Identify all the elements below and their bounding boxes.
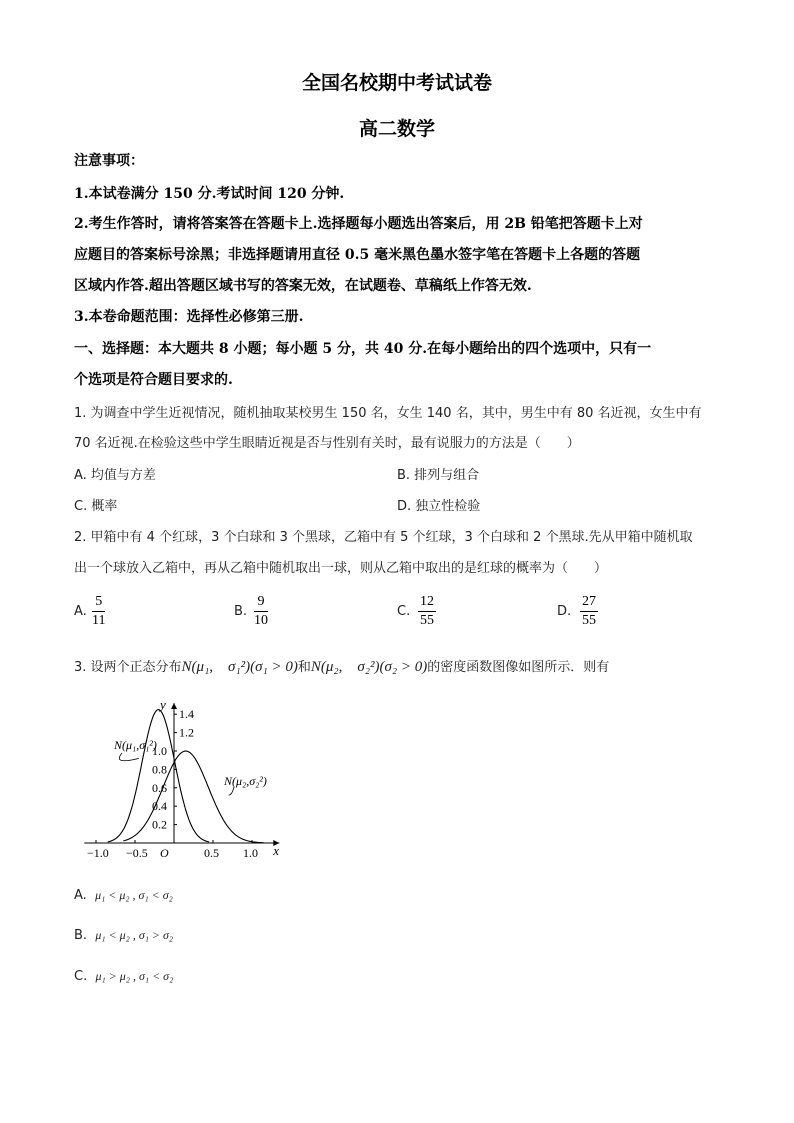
y-axis-label: y bbox=[160, 697, 166, 712]
exam-subtitle: 高二数学 bbox=[358, 118, 435, 140]
y-tick-label: 1.4 bbox=[179, 707, 194, 722]
section-heading-a: 一、选择题：本大题共 8 小题；每小题 5 分，共 40 分.在每小题给出的四个选项中，只有一 bbox=[74, 341, 652, 357]
q2-option-a-denominator: 11 bbox=[92, 613, 106, 628]
x-tick-label: −0.5 bbox=[126, 846, 148, 860]
q2-option-d-fraction bbox=[580, 594, 598, 629]
q1-option-b: B. 排列与组合 bbox=[397, 468, 480, 483]
x-axis-label: x bbox=[273, 843, 280, 858]
normal-density-figure bbox=[72, 695, 302, 865]
q3-stem-prefix: 3. 设两个正态分布 bbox=[74, 660, 182, 675]
q2-option-b-denominator: 10 bbox=[254, 613, 268, 628]
q3-dist-2: N(μ₂, σ₂²)(σ₂ > 0) bbox=[310, 659, 428, 675]
q3-option-b-label: B. bbox=[74, 928, 88, 943]
y-axis-arrow bbox=[171, 703, 177, 709]
q2-option-d-denominator: 55 bbox=[582, 613, 596, 628]
q3-stem-and: 和 bbox=[297, 660, 311, 675]
q3-option-a-expr: μ₁ < μ₂ , σ₁ < σ₂ bbox=[95, 888, 173, 902]
chart-labels bbox=[87, 697, 279, 860]
y-tick-label: 1.2 bbox=[179, 725, 194, 740]
notes-line-2a: 2.考生作答时，请将答案答在答题卡上.选择题每小题选出答案后，用 2B 铅笔把答题卡上对 bbox=[74, 216, 643, 232]
q2-option-a-numerator: 5 bbox=[92, 594, 105, 612]
q1-stem-a: 1. 为调查中学生近视情况，随机抽取某校男生 150 名，女生 140 名，其中，男生中有 80 名近视，女生中有 bbox=[74, 406, 702, 421]
q2-option-c-numerator: 12 bbox=[418, 594, 436, 612]
q3-option-b-expr: μ₁ < μ₂ , σ₁ > σ₂ bbox=[95, 928, 174, 942]
y-tick-label: 0.2 bbox=[152, 817, 167, 832]
q3-option-a-label: A. bbox=[74, 888, 87, 903]
q1-option-d: D. 独立性检验 bbox=[397, 499, 481, 514]
y-tick-label: 0.6 bbox=[152, 780, 167, 795]
curve-2-pointer bbox=[229, 787, 234, 795]
q3-stem-suffix: 的密度函数图像如图所示．则有 bbox=[427, 660, 610, 675]
exam-title: 全国名校期中考试试卷 bbox=[301, 72, 492, 94]
x-tick-label: −1.0 bbox=[87, 846, 109, 860]
q2-stem-b: 出一个球放入乙箱中，再从乙箱中随机取出一球，则从乙箱中取出的是红球的概率为（ ） bbox=[74, 561, 608, 576]
y-tick-label: 0.8 bbox=[152, 762, 167, 777]
x-tick-label: 0.5 bbox=[204, 846, 219, 860]
q2-option-b-numerator: 9 bbox=[254, 594, 268, 612]
q2-option-a-label: A. bbox=[74, 604, 87, 619]
curve-2-label: N(μ₂,σ₂²) bbox=[224, 774, 267, 788]
q2-option-c-denominator: 55 bbox=[420, 613, 434, 628]
q3-option-c-expr: μ₁ > μ₂ , σ₁ < σ₂ bbox=[95, 969, 174, 983]
notes-heading: 注意事项： bbox=[74, 153, 144, 169]
curve-1-pointer bbox=[119, 753, 139, 761]
q1-stem-b: 70 名近视.在检验这些中学生眼睛近视是否与性别有关时，最有说服力的方法是（ ） bbox=[74, 436, 580, 451]
notes-line-3: 3.本卷命题范围：选择性必修第三册. bbox=[74, 309, 304, 325]
notes-line-2c: 区域内作答.超出答题区域书写的答案无效，在试题卷、草稿纸上作答无效. bbox=[74, 278, 532, 294]
q3-stem bbox=[74, 655, 609, 676]
y-tick-label: 1.0 bbox=[152, 744, 167, 758]
curve-1-label: N(μ₁,σ₁²) bbox=[114, 738, 157, 752]
q2-option-d-numerator: 27 bbox=[580, 594, 598, 612]
q3-option-c bbox=[74, 969, 173, 984]
q2-option-c-fraction bbox=[418, 594, 436, 629]
q3-dist-1: N(μ₁, σ₁²)(σ₁ > 0) bbox=[181, 659, 298, 675]
q2-option-b-label: B. bbox=[234, 604, 248, 619]
q1-option-a: A. 均值与方差 bbox=[74, 468, 156, 483]
x-tick-label: 1.0 bbox=[243, 846, 258, 860]
q2-stem-a: 2. 甲箱中有 4 个红球，3 个白球和 3 个黑球，乙箱中有 5 个红球，3 个白球和 2 个黑球.先从甲箱中随机取 bbox=[74, 530, 693, 545]
q2-option-c-label: C. bbox=[397, 604, 411, 619]
notes-line-2b: 应题目的答案标号涂黑；非选择题请用直径 0.5 毫米黑色墨水签字笔在答题卡上各题的答题 bbox=[74, 247, 641, 263]
q2-option-b-fraction bbox=[254, 594, 268, 629]
q3-option-c-label: C. bbox=[74, 969, 88, 984]
notes-line-1: 1.本试卷满分 150 分.考试时间 120 分钟. bbox=[74, 186, 345, 202]
x-tick-label: O bbox=[160, 846, 169, 860]
q3-option-b bbox=[74, 928, 173, 943]
section-heading-b: 个选项是符合题目要求的. bbox=[74, 372, 233, 388]
q2-option-a-fraction bbox=[92, 594, 105, 629]
q2-option-d-label: D. bbox=[557, 604, 572, 619]
y-tick-label: 0.4 bbox=[152, 799, 167, 814]
q1-option-c: C. 概率 bbox=[74, 499, 118, 514]
q3-option-a bbox=[74, 888, 173, 903]
